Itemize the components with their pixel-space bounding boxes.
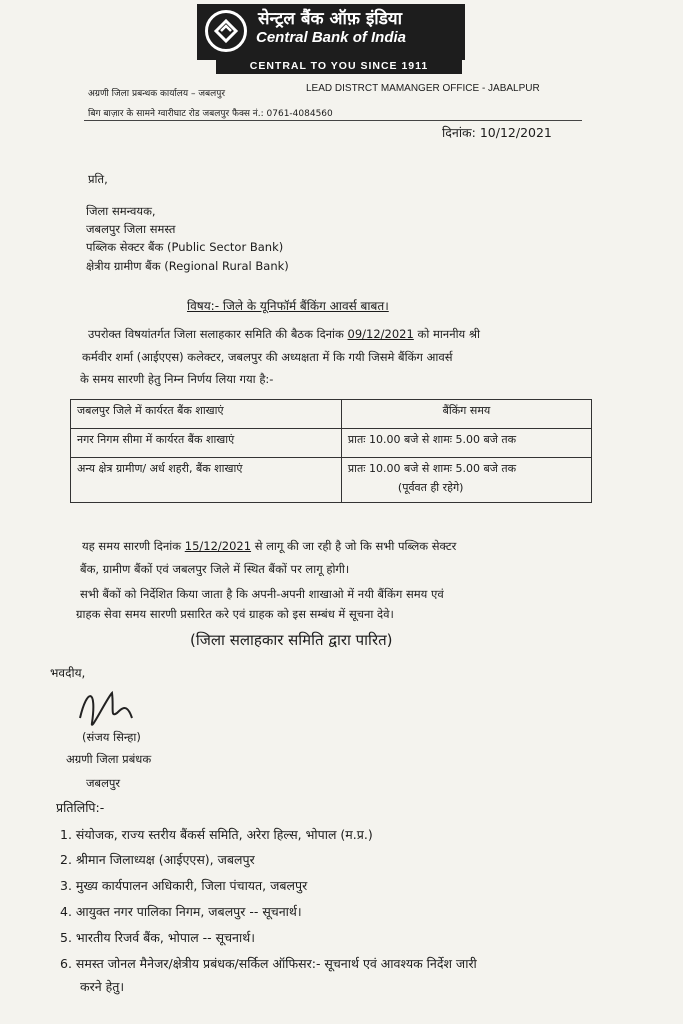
addressee-line-1: जिला समन्वयक, bbox=[86, 204, 156, 218]
effective-date: 15/12/2021 bbox=[184, 539, 252, 553]
para2-line-2: बैंक, ग्रामीण बैंकों एवं जबलपुर जिले में स्थित बैंकों पर लागू होगी। bbox=[80, 562, 350, 576]
signatory-place: जबलपुर bbox=[86, 776, 121, 790]
table-cell-timing: प्रातः 10.00 बजे से शामः 5.00 बजे तक bbox=[341, 429, 591, 458]
office-name-hindi: अग्रणी जिला प्रबन्धक कार्यालय – जबलपुर bbox=[88, 89, 226, 99]
copy-to-heading: प्रतिलिपि:- bbox=[56, 800, 105, 815]
bank-name-hindi: सेन्ट्रल बैंक ऑफ़ इंडिया bbox=[258, 9, 403, 29]
addressee-line-2: जबलपुर जिला समस्त bbox=[86, 222, 176, 236]
intro-line-1: उपरोक्त विषयांतर्गत जिला सलाहकार समिति की बैठक दिनांक 09/12/2021 को माननीय श्री bbox=[88, 327, 480, 341]
list-item: 3. मुख्य कार्यपालन अधिकारी, जिला पंचायत, जबलपुर bbox=[60, 878, 308, 893]
list-item: 2. श्रीमान जिलाध्यक्ष (आईएएस), जबलपुर bbox=[60, 852, 255, 867]
list-item: 6. समस्त जोनल मैनेजर/क्षेत्रीय प्रबंधक/सर्किल ऑफिसर:- सूचनार्थ एवं आवश्यक निर्देश जारी bbox=[60, 956, 477, 971]
table-cell-timing: प्रातः 10.00 बजे से शामः 5.00 बजे तक (पूर्ववत ही रहेगे) bbox=[341, 458, 591, 503]
meeting-date: 09/12/2021 bbox=[347, 327, 414, 341]
list-item: 4. आयुक्त नगर पालिका निगम, जबलपुर -- सूचनार्थ। bbox=[60, 904, 302, 919]
passed-by-committee: (जिला सलाहकार समिति द्वारा पारित) bbox=[190, 631, 393, 649]
header-divider bbox=[84, 120, 582, 121]
para2-line-3: सभी बैंकों को निर्देशित किया जाता है कि अपनी-अपनी शाखाओ में नयी बैंकिंग समय एवं bbox=[80, 587, 444, 601]
table-row bbox=[71, 429, 592, 458]
bank-tagline: CENTRAL TO YOU SINCE 1911 bbox=[216, 58, 462, 74]
office-address: बिग बाज़ार के सामने ग्वारीघाट रोड जबलपुर फैक्स नं.: 0761-4084560 bbox=[88, 109, 333, 119]
table-row bbox=[71, 458, 592, 503]
office-name-english: LEAD DISTRCT MAMANGER OFFICE - JABALPUR bbox=[306, 83, 540, 94]
table-header-cell: बैंकिंग समय bbox=[341, 400, 591, 429]
signatory-name: (संजय सिन्हा) bbox=[82, 730, 141, 744]
table-cell-branch: नगर निगम सीमा में कार्यरत बैंक शाखाएं bbox=[71, 429, 342, 458]
subject-line: विषय:- जिले के यूनिफॉर्म बैंकिंग आवर्स बाबत। bbox=[187, 299, 389, 313]
addressee-line-4: क्षेत्रीय ग्रामीण बैंक (Regional Rural Bank) bbox=[86, 259, 289, 273]
intro-line-3: के समय सारणी हेतु निम्न निर्णय लिया गया है:- bbox=[80, 372, 274, 386]
signatory-designation: अग्रणी जिला प्रबंधक bbox=[66, 752, 152, 766]
addressee-line-3: पब्लिक सेक्टर बैंक (Public Sector Bank) bbox=[86, 240, 284, 254]
intro-line-2: कर्मवीर शर्मा (आईएएस) कलेक्टर, जबलपुर की अध्यक्षता में कि गयी जिसमे बैंकिंग आवर्स bbox=[82, 350, 453, 364]
bank-emblem-icon bbox=[205, 10, 247, 52]
table-cell-branch: अन्य क्षेत्र ग्रामीण/ अर्ध शहरी, बैंक शाखाएं bbox=[71, 458, 342, 503]
list-item: 1. संयोजक, राज्य स्तरीय बैंकर्स समिति, अरेरा हिल्स, भोपाल (म.प्र.) bbox=[60, 827, 373, 842]
list-item-continuation: करने हेतु। bbox=[80, 979, 125, 994]
letter-date: दिनांक: 10/12/2021 bbox=[442, 125, 552, 140]
table-header-row bbox=[71, 400, 592, 429]
banking-hours-table bbox=[70, 399, 592, 503]
table-cell-note: (पूर्ववत ही रहेगे) bbox=[397, 481, 464, 494]
prati-label: प्रति, bbox=[88, 172, 108, 186]
list-item: 5. भारतीय रिजर्व बैंक, भोपाल -- सूचनार्थ। bbox=[60, 930, 255, 945]
table-header-cell: जबलपुर जिले में कार्यरत बैंक शाखाएं bbox=[71, 400, 342, 429]
para2-line-4: ग्राहक सेवा समय सारणी प्रसारित करे एवं ग्राहक को इस सम्बंध में सूचना देवे। bbox=[76, 607, 394, 621]
yours-faithfully: भवदीय, bbox=[50, 666, 86, 680]
para2-line-1: यह समय सारणी दिनांक 15/12/2021 से लागू की जा रही है जो कि सभी पब्लिक सेक्टर bbox=[82, 539, 457, 553]
bank-name-english: Central Bank of India bbox=[256, 29, 407, 46]
